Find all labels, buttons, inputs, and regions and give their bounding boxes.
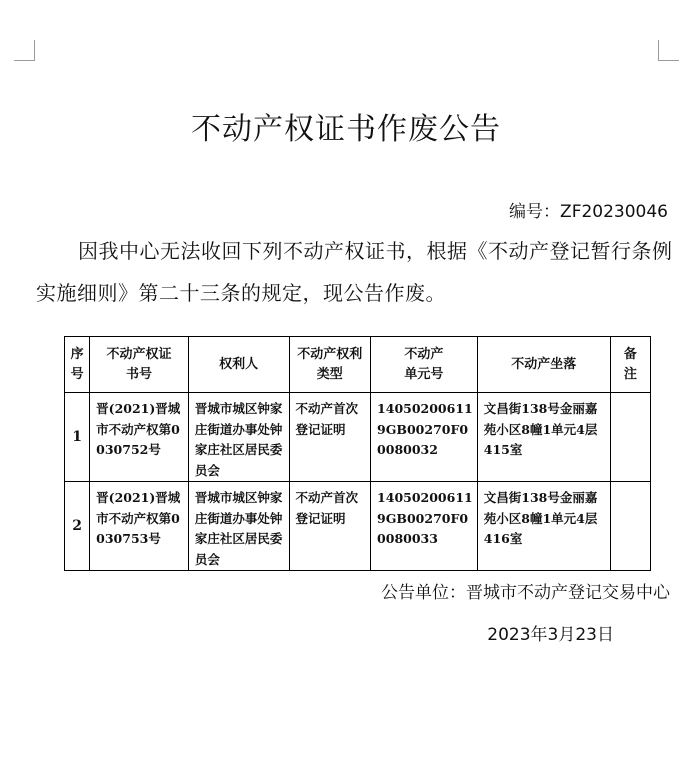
- header-location: 不动产坐落: [477, 337, 610, 393]
- row-right-type: 不动产首次登记证明: [289, 482, 371, 571]
- document-title: 不动产权证书作废公告: [191, 112, 501, 147]
- header-owner: 权利人: [188, 337, 289, 393]
- row-unit-no: 140502006119GB00270F00080032: [371, 393, 478, 482]
- row-location: 文昌街138号金丽嘉苑小区8幢1单元4层415室: [477, 393, 610, 482]
- issuing-unit: 公告单位：晋城市不动产登记交易中心: [381, 583, 670, 603]
- table-row: [65, 393, 651, 482]
- void-certificate-table: [64, 336, 651, 571]
- row-right-type: 不动产首次登记证明: [289, 393, 371, 482]
- row-index: 2: [65, 482, 90, 571]
- row-owner: 晋城市城区钟家庄街道办事处钟家庄社区居民委员会: [188, 393, 289, 482]
- row-note: [610, 393, 650, 482]
- row-location: 文昌街138号金丽嘉苑小区8幢1单元4层416室: [477, 482, 610, 571]
- row-cert-no: 晋(2021)晋城市不动产权第0030752号: [90, 393, 189, 482]
- header-index: 序号: [65, 337, 90, 393]
- header-right-type: 不动产权利类型: [289, 337, 371, 393]
- row-owner: 晋城市城区钟家庄街道办事处钟家庄社区居民委员会: [188, 482, 289, 571]
- issue-date: 2023年3月23日: [487, 625, 614, 645]
- header-cert-no: 不动产权证书号: [90, 337, 189, 393]
- table-row: [65, 482, 651, 571]
- row-note: [610, 482, 650, 571]
- row-index: 1: [65, 393, 90, 482]
- page-corner-mark-top-right: [658, 40, 679, 61]
- row-cert-no: 晋(2021)晋城市不动产权第0030753号: [90, 482, 189, 571]
- row-unit-no: 140502006119GB00270F00080033: [371, 482, 478, 571]
- header-unit-no: 不动产单元号: [371, 337, 478, 393]
- announcement-body: 因我中心无法收回下列不动产权证书，根据《不动产登记暂行条例实施细则》第二十三条的规定，现公告作废。: [36, 239, 673, 305]
- page-corner-mark-top-left: [14, 40, 35, 61]
- table-header-row: [65, 337, 651, 393]
- document-number: 编号：ZF20230046: [509, 202, 668, 222]
- header-note: 备注: [610, 337, 650, 393]
